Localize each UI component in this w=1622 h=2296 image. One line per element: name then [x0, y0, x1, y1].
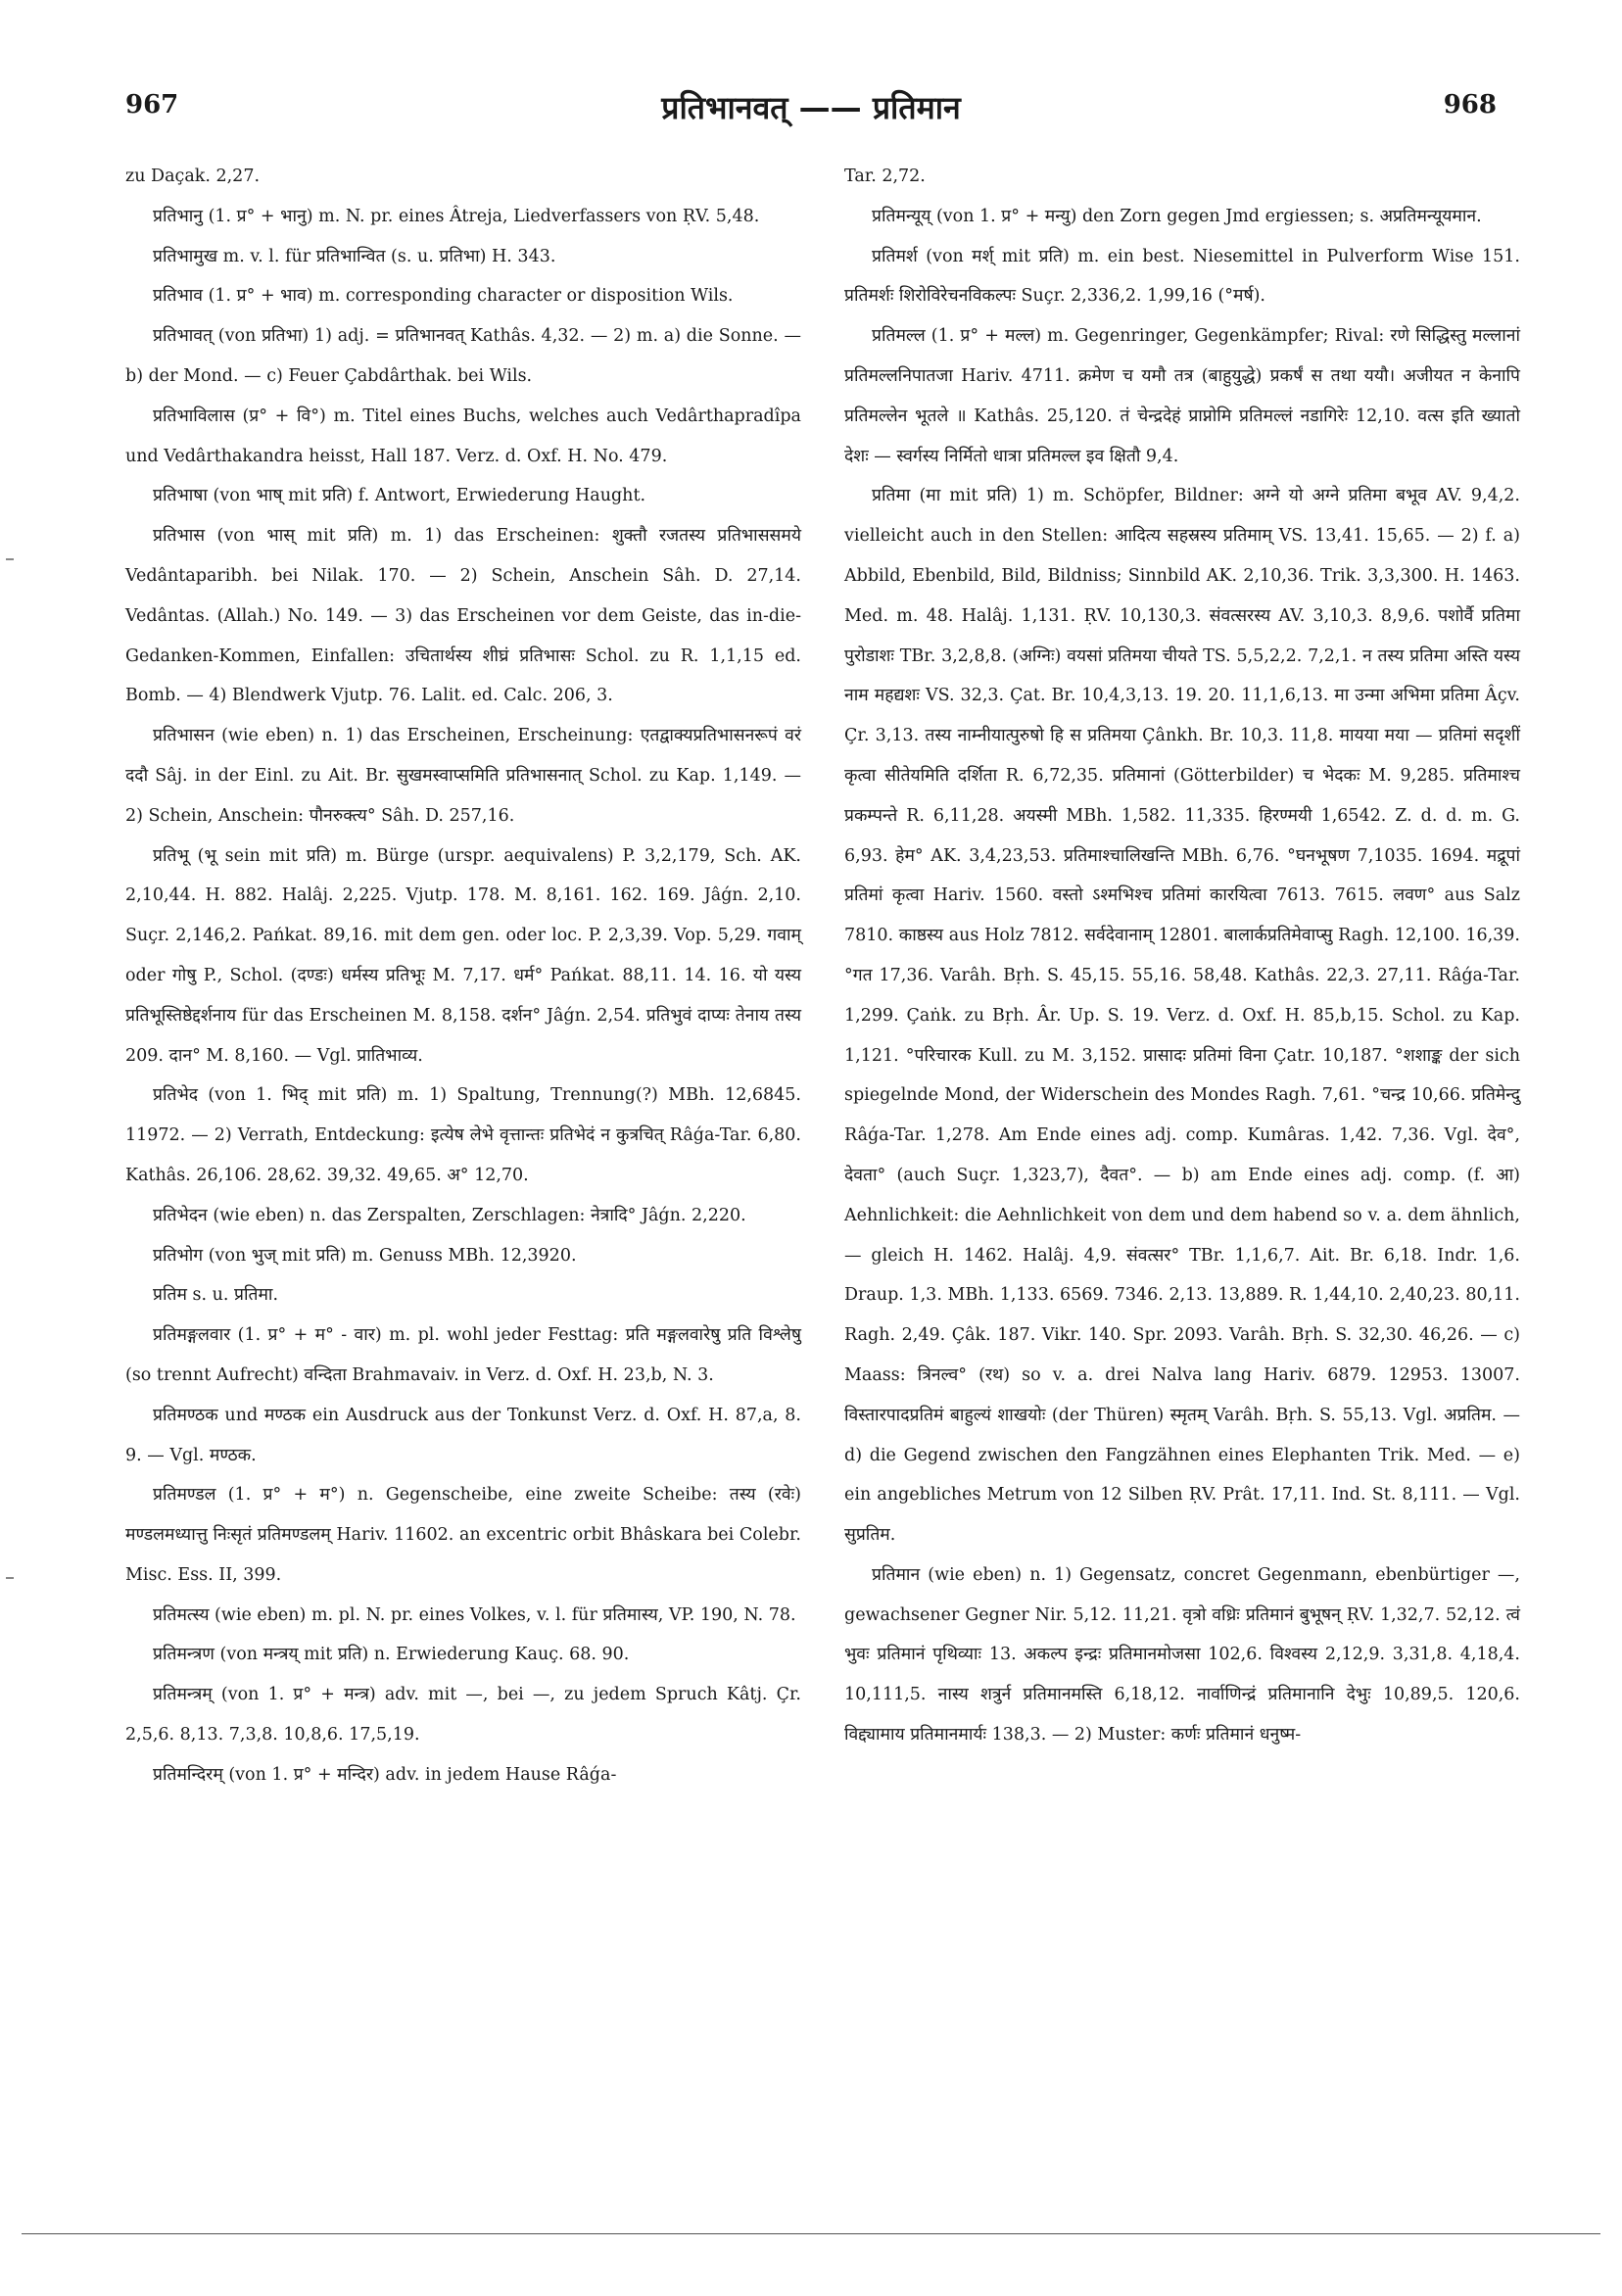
entry: प्रतिभेदन (wie eben) n. das Zerspalten, Zerschlagen: नेत्रादि° Jâǵn. 2,220.	[153, 1205, 746, 1225]
entry: प्रतिम s. u. प्रतिमा.	[153, 1285, 279, 1306]
entry-continuation: zu Daçak. 2,27.	[125, 167, 261, 186]
entry: प्रतिमन्त्रम् (von 1. प्र° + मन्त्र) adv. mit —, bei —, zu jedem Spruch Kâtj. Çr. 2,5,6. 8,13. 7,3,8. 10,8,6. 17,5,19.	[125, 1685, 801, 1746]
entry: प्रतिभासन (wie eben) n. 1) das Erscheinen, Erscheinung: एतद्वाक्यप्रतिभासनरूपं वरं ददौ Sâj. in der Einl. zu Ait. Br. सुखमस्वाप्समिति प्रतिभासनात् Schol. zu Kap. 1,149. — 2) Schein, Anschein: पौनरुक्त्य° Sâh. D. 257,16.	[125, 726, 801, 826]
entry: प्रतिभाषा (von भाष् mit प्रति) f. Antwort, Erwiederung Haught.	[153, 486, 646, 506]
entry: प्रतिमन्दिरम् (von 1. प्र° + मन्दिर) adv. in jedem Hause Râǵa-	[153, 1764, 617, 1785]
left-column	[125, 157, 801, 1795]
entry: प्रतिमर्श (von मर्श् mit प्रति) m. ein best. Niesemittel in Pulverform Wise 151. प्रतिमर्शः शिरोविरेचनविकल्पः Suçr. 2,336,2. 1,99,16 (°मर्ष).	[844, 246, 1520, 307]
entry: प्रतिभोग (von भुज् mit प्रति) m. Genuss MBh. 12,3920.	[153, 1245, 577, 1266]
entry: प्रतिभेद (von 1. भिद् mit प्रति) m. 1) Spaltung, Trennung(?) MBh. 12,6845. 11972. — 2) Verrath, Entdeckung: इत्येष लेभे वृत्तान्तः प्रतिभेदं न कुत्रचित् Râǵa-Tar. 6,80. Kathâs. 26,106. 28,62. 39,32. 49,65. अ° 12,70.	[125, 1085, 801, 1185]
entry: प्रतिमण्ठक und मण्ठक ein Ausdruck aus der Tonkunst Verz. d. Oxf. H. 87,a, 8. 9. — Vgl. मण्ठक.	[125, 1405, 801, 1465]
margin-mark	[6, 558, 14, 560]
margin-mark	[6, 1577, 14, 1579]
entry: प्रतिमल्ल (1. प्र° + मल्ल) m. Gegenringer, Gegenkämpfer; Rival: रणे सिद्धिस्तु मल्लानां प्रतिमल्लनिपातजा Hariv. 4711. क्रमेण च यमौ तत्र (बाहुयुद्धे) प्रकर्षं स तथा ययौ। अजीयत न केनापि प्रतिमल्लेन भूतले ॥ Kathâs. 25,120. तं चेन्द्रदेहं प्राप्नोमि प्रतिमल्लं नडागिरेः 12,10. वत्स इति ख्यातो देशः — स्वर्गस्य निर्मितो धात्रा प्रतिमल्ल इव क्षितौ 9,4.	[844, 326, 1520, 466]
entry: प्रतिभावत् (von प्रतिभा) 1) adj. = प्रतिभानवत् Kathâs. 4,32. — 2) m. a) die Sonne. — b) der Mond. — c) Feuer Çabdârthak. bei Wils.	[125, 326, 801, 386]
entry: प्रतिभू (भू sein mit प्रति) m. Bürge (urspr. aequivalens) P. 3,2,179, Sch. AK. 2,10,44. H. 882. Halâj. 2,225. Vjutp. 178. M. 8,161. 162. 169. Jâǵn. 2,10. Suçr. 2,146,2. Pańkat. 89,16. mit dem gen. oder loc. P. 2,3,39. Vop. 5,29. गवाम् oder गोषु P., Schol. (दण्डः) धर्मस्य प्रतिभूः M. 7,17. धर्म° Pańkat. 88,11. 14. 16. यो यस्य प्रतिभूस्तिष्ठेद्दर्शनाय für das Erscheinen M. 8,158. दर्शन° Jâǵn. 2,54. प्रतिभुवं दाप्यः तेनाय तस्य 209. दान° M. 8,160. — Vgl. प्रातिभाव्य.	[125, 845, 801, 1066]
entry: प्रतिभास (von भास् mit प्रति) m. 1) das Erscheinen: शुक्तौ रजतस्य प्रतिभाससमये Vedântaparibh. bei Nilak. 170. — 2) Schein, Anschein Sâh. D. 27,14. Vedântas. (Allah.) No. 149. — 3) das Erscheinen vor dem Geiste, das in-die-Gedanken-Kommen, Einfallen: उचितार्थस्य शीघ्रं प्रतिभासः Schol. zu R. 1,1,15 ed. Bomb. — 4) Blendwerk Vjutp. 76. Lalit. ed. Calc. 206, 3.	[125, 526, 801, 706]
entry: प्रतिभाव (1. प्र° + भाव) m. corresponding character or disposition Wils.	[153, 286, 734, 307]
entry: प्रतिभामुख m. v. l. für प्रतिभान्वित (s. u. प्रतिभा) H. 343.	[153, 246, 556, 266]
entry: प्रतिमण्डल (1. प्र° + म°) n. Gegenscheibe, eine zweite Scheibe: तस्य (रवेः) मण्डलमध्यात्तु निःसृतं प्रतिमण्डलम् Hariv. 11602. an excentric orbit Bhâskara bei Colebr. Misc. Ess. II, 399.	[125, 1485, 801, 1585]
entry: प्रतिभाविलास (प्र° + वि°) m. Titel eines Buchs, welches auch Vedârthapradîpa und Vedârthakandra heisst, Hall 187. Verz. d. Oxf. H. No. 479.	[125, 406, 801, 466]
entry: प्रतिमत्स्य (wie eben) m. pl. N. pr. eines Volkes, v. l. für प्रतिमास्य, VP. 190, N. 78.	[153, 1604, 796, 1625]
page-header	[125, 90, 1497, 133]
entry: प्रतिभानु (1. प्र° + भानु) m. N. pr. eines Âtreja, Liedverfassers von ṚV. 5,48.	[153, 206, 760, 226]
page-number-right: 968	[1443, 90, 1497, 120]
entry: प्रतिमङ्गलवार (1. प्र° + म° - वार) m. pl. wohl jeder Festtag: प्रति मङ्गलवारेषु प्रति विश्लेषु (so trennt Aufrecht) वन्दिता Brahmavaiv. in Verz. d. Oxf. H. 23,b, N. 3.	[125, 1325, 801, 1385]
entry: प्रतिमा (मा mit प्रति) 1) m. Schöpfer, Bildner: अग्ने यो अग्ने प्रतिमा बभूव AV. 9,4,2. vielleicht auch in den Stellen: आदित्य सहस्रस्य प्रतिमाम् VS. 13,41. 15,65. — 2) f. a) Abbild, Ebenbild, Bild, Bildniss; Sinnbild AK. 2,10,36. Trik. 3,3,300. H. 1463. Med. m. 48. Halâj. 1,131. ṚV. 10,130,3. संवत्सरस्य AV. 3,10,3. 8,9,6. पशोर्वै प्रतिमा पुरोडाशः TBr. 3,2,8,8. (अग्निः) वयसां प्रतिमया चीयते TS. 5,5,2,2. 7,2,1. न तस्य प्रतिमा अस्ति यस्य नाम महद्यशः VS. 32,3. Çat. Br. 10,4,3,13. 19. 20. 11,1,6,13. मा उन्मा अभिमा प्रतिमा Âçv. Çr. 3,13. तस्य नाम्नीयात्पुरुषो हि स प्रतिमया Çânkh. Br. 10,3. 11,8. मायया मया — प्रतिमां सदृशीं कृत्वा सीतेयमिति दर्शिता R. 6,72,35. प्रतिमानां (Götterbilder) च भेदकः M. 9,285. प्रतिमाश्च प्रकम्पन्ते R. 6,11,28. अयस्मी MBh. 1,582. 11,335. हिरण्मयी 1,6542. Z. d. d. m. G. 6,93. हेम° AK. 3,4,23,53. प्रतिमाश्चालिखन्ति MBh. 6,76. °घनभूषण 7,1035. 1694. मद्रूपां प्रतिमां कृत्वा Hariv. 1560. वस्तो ऽश्मभिश्च प्रतिमां कारयित्वा 7613. 7615. लवण° aus Salz 7810. काष्ठस्य aus Holz 7812. सर्वदेवानाम् 12801. बालार्कप्रतिमेवाप्सु Ragh. 12,100. 16,39. °गत 17,36. Varâh. Bṛh. S. 45,15. 55,16. 58,48. Kathâs. 22,3. 27,11. Râǵa-Tar. 1,299. Çaṅk. zu Bṛh. Âr. Up. S. 19. Verz. d. Oxf. H. 85,b,15. Schol. zu Kap. 1,121. °परिचारक Kull. zu M. 3,152. प्रासादः प्रतिमां विना Çatr. 10,187. °शशाङ्क der sich spiegelnde Mond, der Widerschein des Mondes Ragh. 7,61. °चन्द्र 10,66. प्रतिमेन्दु Râǵa-Tar. 1,278. Am Ende eines adj. comp. Kumâras. 1,42. 7,36. Vgl. देव°, देवता° (auch Suçr. 1,323,7), दैवत°. — b) am Ende eines adj. comp. (f. आ) Aehnlichkeit: die Aehnlichkeit von dem und dem habend so v. a. dem ähnlich, — gleich H. 1462. Halâj. 4,9. संवत्सर° TBr. 1,1,6,7. Ait. Br. 6,18. Indr. 1,6. Draup. 1,3. MBh. 1,133. 6569. 7346. 2,13. 13,889. R. 1,44,10. 2,40,23. 80,11. Ragh. 2,49. Çâk. 187. Vikr. 140. Spr. 2093. Varâh. Bṛh. S. 32,30. 46,26. — c) Maass: त्रिनल्व° (रथ) so v. a. drei Nalva lang Hariv. 6879. 12953. 13007. विस्तारपादप्रतिमं बाहुल्यं शाखयोः (der Thüren) स्मृतम् Varâh. Bṛh. S. 55,13. Vgl. अप्रतिम. — d) die Gegend zwischen den Fangzähnen eines Elephanten Trik. Med. — e) ein angebliches Metrum von 12 Silben ṚV. Prât. 17,11. Ind. St. 8,111. — Vgl. सुप्रतिम.	[844, 486, 1520, 1546]
entry: प्रतिमान (wie eben) n. 1) Gegensatz, concret Gegenmann, ebenbürtiger —, gewachsener Gegner Nir. 5,12. 11,21. वृत्रो वध्रिः प्रतिमानं बुभूषन् ṚV. 1,32,7. 52,12. त्वं भुवः प्रतिमानं पृथिव्याः 13. अकल्प इन्द्रः प्रतिमानमोजसा 102,6. विश्वस्य 2,12,9. 3,31,8. 4,18,4. 10,111,5. नास्य शत्रुर्न प्रतिमानमस्ति 6,18,12. नार्वाणिन्द्रं प्रतिमानानि देभुः 10,89,5. 120,6. विद्द्यामाय प्रतिमानमार्यः 138,3. — 2) Muster: कर्णः प्रतिमानं धनुष्म-	[844, 1564, 1520, 1746]
entry: प्रतिमन्त्रण (von मन्त्रय् mit प्रति) n. Erwiederung Kauç. 68. 90.	[153, 1645, 630, 1665]
entry: प्रतिमन्यूय् (von 1. प्र° + मन्यु) den Zorn gegen Jmd ergiessen; s. अप्रतिमन्यूयमान.	[872, 206, 1482, 226]
bottom-rule	[22, 2233, 1600, 2234]
running-title: प्रतिभानवत् —— प्रतिमान	[661, 89, 961, 126]
entry-continuation: Tar. 2,72.	[844, 167, 926, 186]
page-number-left: 967	[125, 90, 179, 120]
right-column	[844, 157, 1520, 1755]
